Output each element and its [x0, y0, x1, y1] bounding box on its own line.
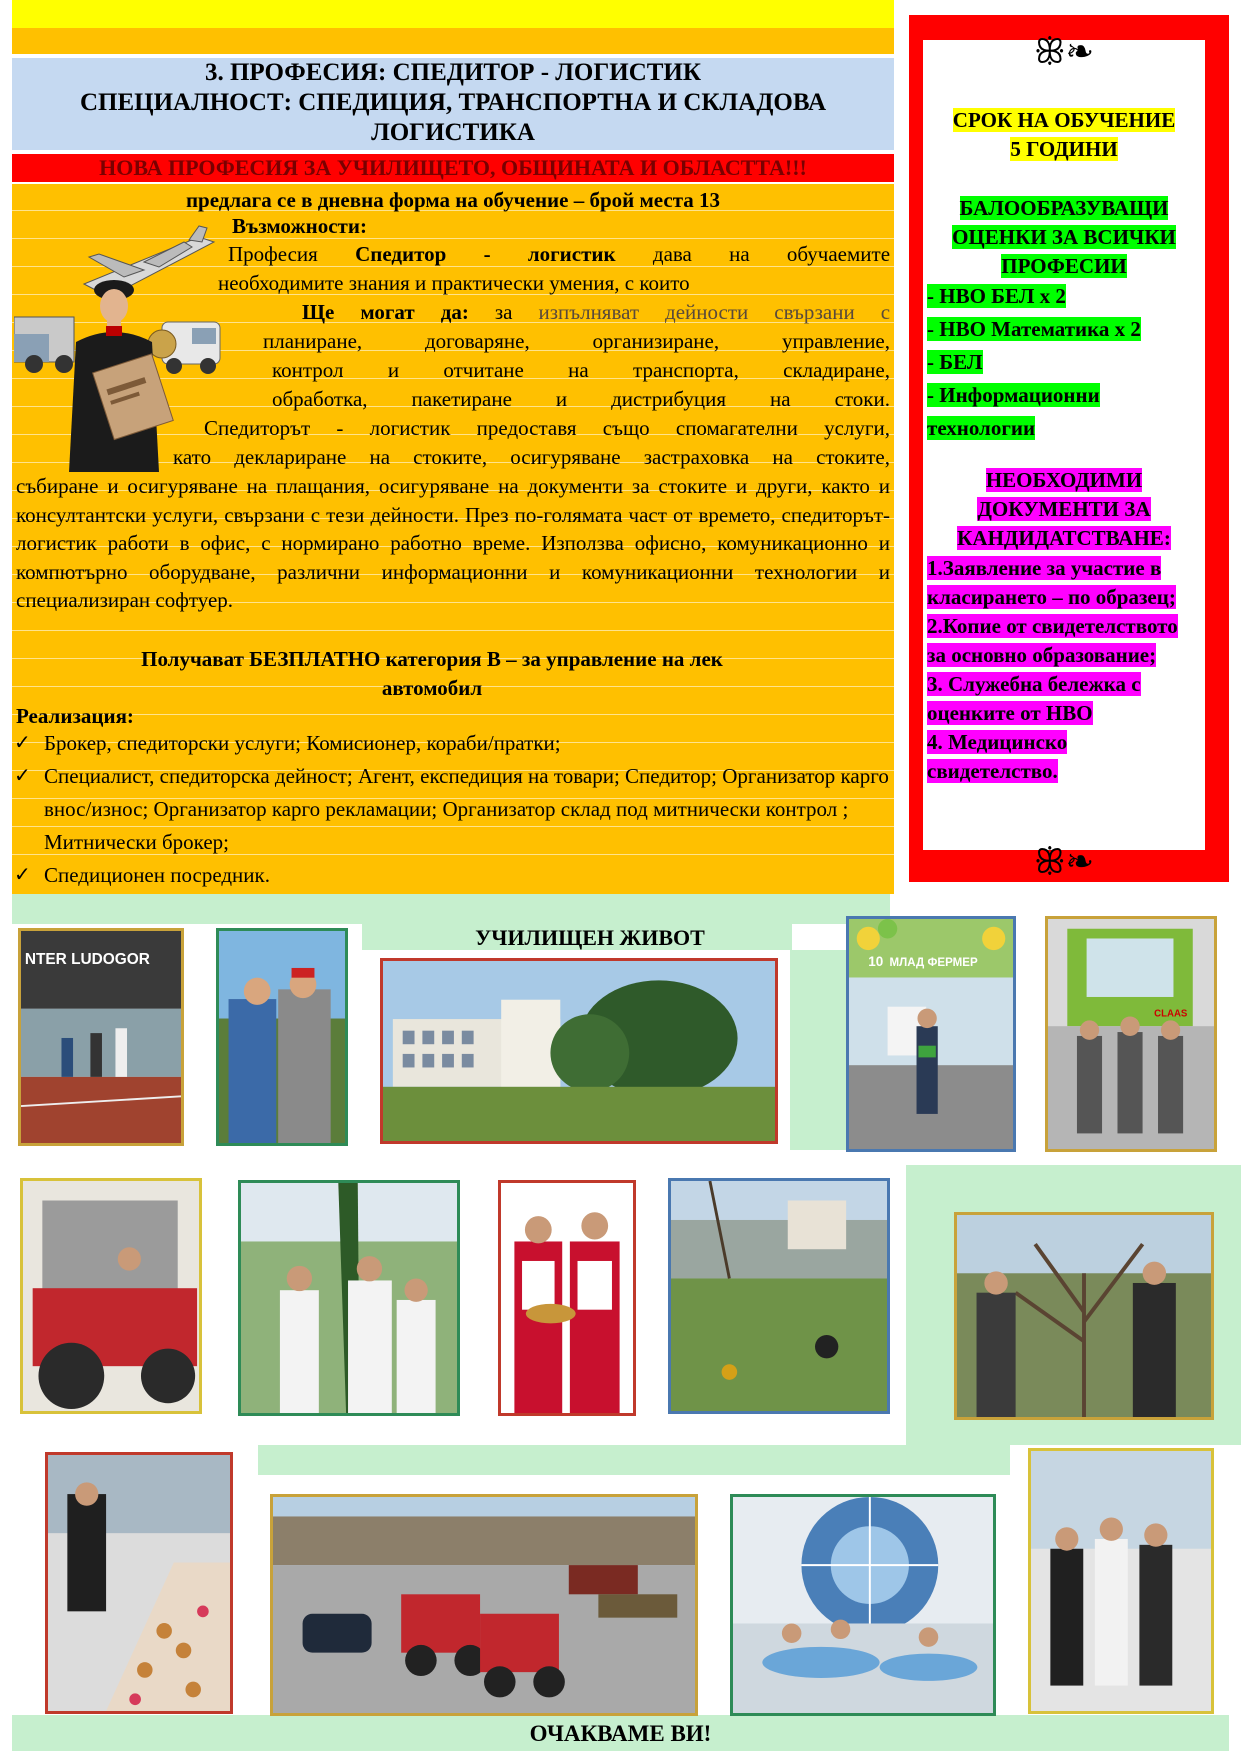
photo-center-ludogorets	[18, 928, 184, 1146]
para-line-1	[228, 240, 890, 269]
list-item: ✓ Брокер, спедиторски услуги; Комисионер, кораби/пратки;	[12, 727, 892, 760]
list-item: ✓ Спедиционен посредник.	[12, 859, 892, 892]
photo-folk-costumes	[498, 1180, 636, 1416]
school-life-title: УЧИЛИЩЕН ЖИВОТ	[475, 925, 705, 950]
photo-food-table	[45, 1452, 233, 1714]
top-gold-bar	[12, 28, 894, 54]
para-3a: Ще могат да:	[302, 300, 469, 324]
checkmark-icon: ✓	[14, 864, 31, 886]
para-line-3	[302, 298, 890, 327]
list-item: 1.Заявление за участие в класирането – по образец;	[927, 556, 1176, 609]
list-item: - НВО Математика х 2	[927, 317, 1141, 341]
decor-band	[258, 1445, 1010, 1475]
documents-list	[927, 554, 1201, 786]
photo-claas-harvester	[1045, 916, 1217, 1152]
documents-heading: НЕОБХОДИМИ ДОКУМЕНТИ ЗА КАНДИДАТСТВАНЕ:	[957, 468, 1171, 550]
license-line: Получават БЕЗПЛАТНО категория В – за управление на лек автомобил	[141, 647, 723, 700]
new-profession-banner: НОВА ПРОФЕСИЯ ЗА УЧИЛИЩЕТО, ОБЩИНАТА И ОБЛАСТТА!!!	[12, 154, 894, 182]
checkmark-icon: ✓	[14, 732, 31, 754]
para-1a: Професия	[228, 242, 318, 266]
list-item: ✓ Специалист, спедиторска дейност; Агент, експедиция на товари; Спедитор; Организатор карго внос/износ; Организатор карго рекламации; Организатор склад под митнически контрол ; Митнически брокер;	[12, 760, 892, 859]
para-1b: Спедитор - логистик	[355, 242, 616, 266]
photo-dancing-students	[1028, 1448, 1214, 1714]
photo-tractors-lot	[270, 1494, 698, 1716]
offer-line: предлага се в дневна форма на обучение – брой места 13	[185, 188, 721, 212]
para-line-8: като деклариране на стоките, осигуряване застраховка на стоките,	[173, 445, 890, 469]
fair-number: 10	[868, 953, 884, 969]
list-item: - БЕЛ	[927, 350, 983, 374]
para-3c: изпълняват дейности свързани с	[538, 300, 891, 324]
para-3b: за	[494, 300, 513, 324]
closing-text: ОЧАКВАМЕ ВИ!	[529, 1721, 712, 1746]
page-title	[12, 58, 894, 150]
checkmark-icon: ✓	[14, 765, 31, 787]
ornament-bottom-icon: ꕥ❧	[1033, 842, 1095, 882]
list-item: 2.Копие от свидетелството за основно образование;	[927, 614, 1178, 667]
duration-line-2: 5 ГОДИНИ	[1010, 137, 1118, 161]
study-duration	[923, 106, 1205, 164]
para-line-4: планиране, договаряне, организиране, управление,	[263, 329, 890, 353]
photo-schoolyard	[668, 1178, 890, 1414]
para-line-7: Спедиторът - логистик предоставя също спомагателни услуги,	[204, 416, 890, 440]
title-line-1: 3. ПРОФЕСИЯ: СПЕДИТОР - ЛОГИСТИК	[204, 59, 702, 86]
grades-list	[927, 280, 1201, 445]
photo-orchard-pruning	[954, 1212, 1214, 1420]
para-line-5: контрол и отчитане на транспорта, складиране,	[272, 358, 890, 382]
list-item: 4. Медицинско свидетелство.	[927, 730, 1068, 783]
photo-young-farmer-fair	[846, 916, 1016, 1152]
photo-school-building	[380, 958, 778, 1144]
para-1c: дава на обучаемите	[652, 242, 891, 266]
photo-classroom	[730, 1494, 996, 1716]
ornament-top-icon: ꕥ❧	[1033, 32, 1095, 72]
courier-illustration	[14, 222, 222, 472]
top-yellow-bar	[12, 0, 894, 28]
title-line-3: ЛОГИСТИКА	[371, 119, 535, 146]
list-item: 3. Служебна бележка с оценките от НВО	[927, 672, 1141, 725]
photo-students-flag	[238, 1180, 460, 1416]
grades-heading: БАЛООБРАЗУВАЩИ ОЦЕНКИ ЗА ВСИЧКИ ПРОФЕСИИ	[952, 196, 1176, 278]
photo-red-tractor	[20, 1178, 202, 1414]
para-line-6: обработка, пакетиране и дистрибуция на стоки.	[272, 387, 890, 411]
title-line-2: СПЕЦИАЛНОСТ: СПЕДИЦИЯ, ТРАНСПОРТНА И СКЛАДОВА	[79, 89, 827, 116]
photo-students-outdoors	[216, 928, 348, 1146]
list-item: - НВО БЕЛ х 2	[927, 284, 1066, 308]
realization-list	[12, 727, 892, 892]
para-body: събиране и осигуряване на плащания, осигуряване на документи за стоките и други, както и консултантски услуги, свързани с тези дейности. През по-голямата част от времето, спедиторът-логистик работи в офис, с нормирано работно време. Използва офисно, комуникационно и компютърно оборудване, различни информационни и комуникационни технологии и специализиран софтуер.	[16, 474, 890, 612]
para-line-2: необходимите знания и практически умения, с които	[218, 271, 690, 295]
realization-heading: Реализация:	[16, 704, 134, 728]
fair-sign: МЛАД ФЕРМЕР	[889, 955, 978, 969]
claas-logo: CLAAS	[1154, 1008, 1188, 1020]
opportunities-heading: Възможности:	[232, 214, 367, 238]
list-item: - Информационни технологии	[927, 383, 1100, 440]
duration-line-1: СРОК НА ОБУЧЕНИЕ	[952, 108, 1176, 132]
ludogorets-sign: NTER LUDOGOR	[24, 951, 150, 969]
